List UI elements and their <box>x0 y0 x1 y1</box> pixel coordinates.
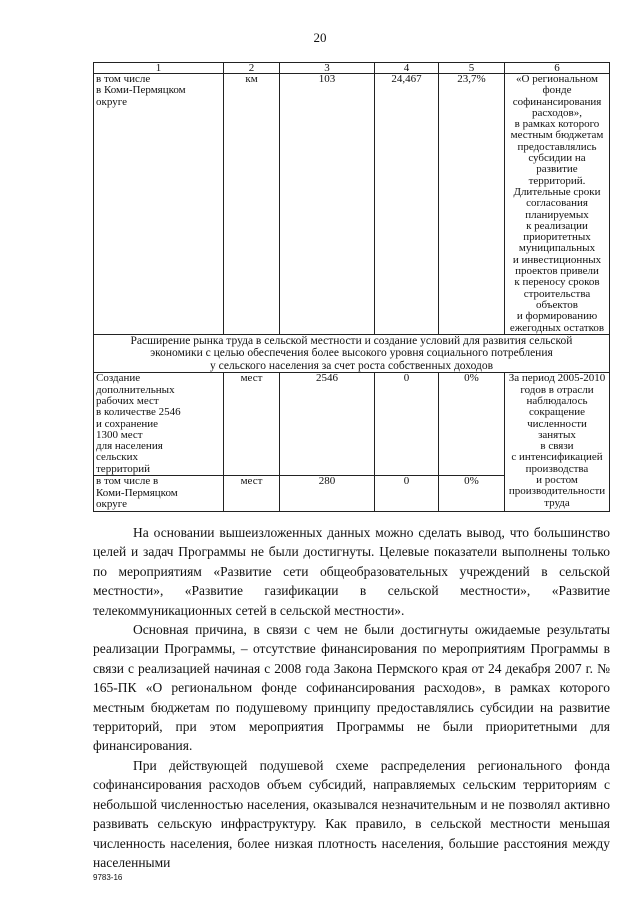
indicator-name: в том числе в Коми-Пермяцком округе <box>94 476 224 512</box>
column-header: 5 <box>439 63 505 74</box>
paragraph: Основная причина, в связи с чем не были достигнуты ожидаемые результаты реализации Программы, – отсутствие финансирования по мероприятиям Программы в связи с реализацией начиная с 2008 года Закона Пермского края от 24 декабря 2007 г. № 165-ПК «О региональном фонде софинансирования расходов», в рамках которого местным бюджетам по подушевому принципу предоставлялись субсидии на развитие территорий, при этом мероприятия Программы не были приоритетными для финансирования. <box>93 622 610 754</box>
table-row <box>94 373 610 476</box>
section-heading: Расширение рынка труда в сельской местности и создание условий для развития сельской экономики с целью обеспечения более высокого уровня социального потребления у сельского населения за счет роста собственных доходов <box>94 334 610 373</box>
value-cell: 0 <box>375 476 439 512</box>
paragraph: При действующей подушевой схеме распределения регионального фонда софинансирования расходов объем субсидий, направляемых сельским территориям с небольшой численностью населения, оказывался незначительным и не позволял активно развивать сельскую инфраструктуру. Как правило, в сельской местности меньшая численность населения, более низкая плотность населения, большие расстояния между населенными <box>93 757 610 870</box>
value-cell: 280 <box>280 476 375 512</box>
value-cell: 2546 <box>280 373 375 476</box>
paragraph: На основании вышеизложенных данных можно сделать вывод, что большинство целей и задач Программы не были достигнуты. Целевые показатели выполнены только по мероприятиям «Развитие сети общеобразовательных учреждений в сельской местности», «Развитие газификации в сельской местности», «Развитие телекоммуникационных сетей в сельской местности». <box>93 525 610 618</box>
table-row <box>94 74 610 335</box>
value-cell: 24,467 <box>375 74 439 335</box>
column-header: 2 <box>224 63 280 74</box>
indicator-name: Создание дополнительных рабочих мест в количестве 2546 и сохранение 1300 мест для населения сельских территорий <box>94 373 224 476</box>
unit-cell: км <box>224 74 280 335</box>
table-header-row <box>94 63 610 74</box>
value-cell: 0% <box>439 476 505 512</box>
value-cell: 0% <box>439 373 505 476</box>
note-cell: За период 2005-2010 годов в отрасли наблюдалось сокращение численности занятых в связи с интенсификацией производства и ростом производительности труда <box>505 373 610 512</box>
body-text <box>93 523 610 872</box>
value-cell: 0 <box>375 373 439 476</box>
column-header: 3 <box>280 63 375 74</box>
value-cell: 23,7% <box>439 74 505 335</box>
unit-cell: мест <box>224 476 280 512</box>
page-number: 20 <box>313 30 327 45</box>
column-header: 1 <box>94 63 224 74</box>
column-header: 6 <box>505 63 610 74</box>
results-table <box>93 62 610 512</box>
section-row <box>94 334 610 373</box>
unit-cell: мест <box>224 373 280 476</box>
column-header: 4 <box>375 63 439 74</box>
value-cell: 103 <box>280 74 375 335</box>
note-cell: «О региональном фонде софинансирования расходов», в рамках которого местным бюджетам предоставлялись субсидии на развитие территорий. Длительные сроки согласования планируемых к реализации приоритетных муниципальных и инвестиционных проектов привели к переносу сроков строительства объектов и формированию ежегодных остатков <box>505 74 610 335</box>
indicator-name: в том числе в Коми-Пермяцком округе <box>94 74 224 335</box>
footer-code: 9783-16 <box>93 873 123 882</box>
